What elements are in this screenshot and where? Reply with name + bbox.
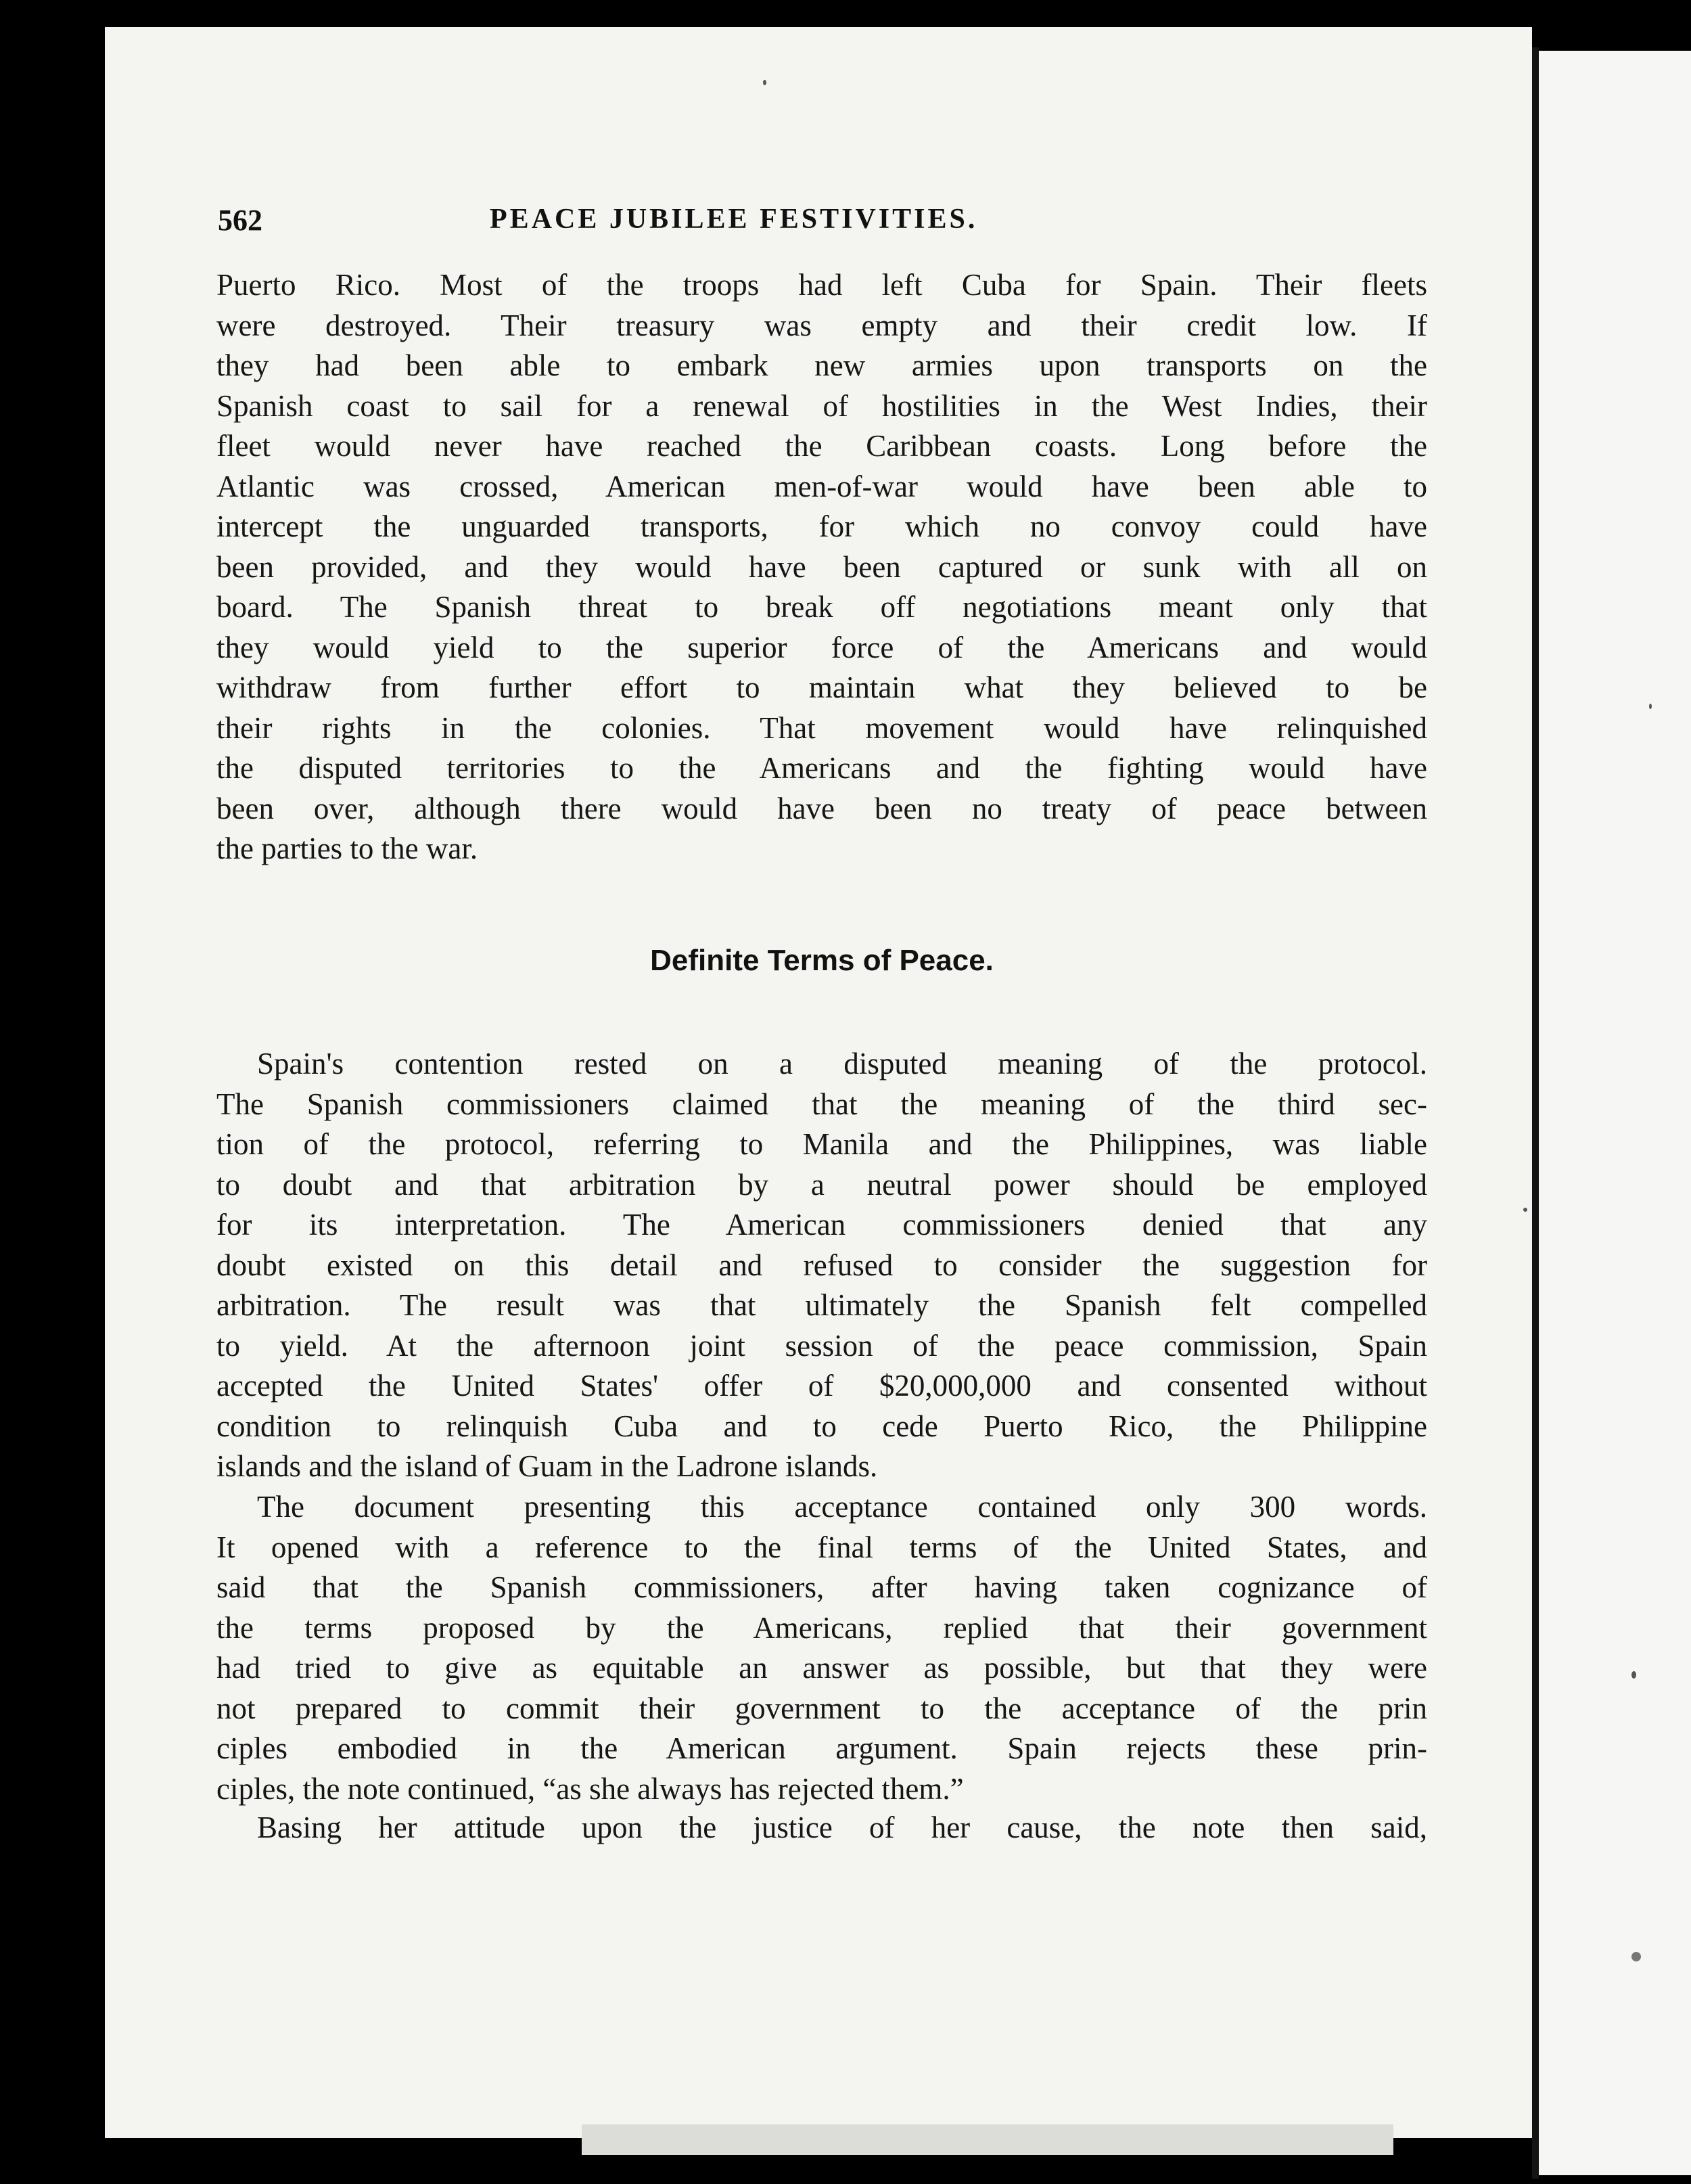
text-line: doubt existed on this detail and refused to consider the suggestion for [216,1248,1427,1282]
text-line: intercept the unguarded transports, for which no convoy could have [216,509,1427,543]
text-line: accepted the United States' offer of $20,000,000 and consented without [216,1369,1427,1403]
running-title: PEACE JUBILEE FESTIVITIES. [490,204,978,235]
text-line: The Spanish commissioners claimed that the meaning of the third sec- [216,1087,1427,1121]
text-line: their rights in the colonies. That movement would have relinquished [216,710,1427,745]
page-number: 562 [218,204,262,237]
text-line: were destroyed. Their treasury was empty and their credit low. If [216,308,1427,342]
page-gutter [1532,47,1539,2179]
paragraph-continuation [216,265,1427,869]
text-line: ciples, the note continued, “as she always has rejected them.” [216,1771,964,1806]
text-line: The document presenting this acceptance contained only 300 words. [257,1490,1427,1524]
section-heading: Definite Terms of Peace. [650,944,994,977]
text-line: Spanish coast to sail for a renewal of hostilities in the West Indies, their [216,388,1427,423]
paragraph [216,1808,1427,1848]
text-line: tion of the protocol, referring to Manila and the Philippines, was liable [216,1127,1427,1161]
text-line: not prepared to commit their government to the acceptance of the prin [216,1691,1427,1725]
text-line: the parties to the war. [216,832,478,865]
text-line: the disputed territories to the Americans and the fighting would have [216,751,1427,785]
text-line: arbitration. The result was that ultimately the Spanish felt compelled [216,1288,1427,1322]
text-line: ciples embodied in the American argument. Spain rejects these prin- [216,1731,1427,1765]
text-line: It opened with a reference to the final terms of the United States, and [216,1530,1427,1564]
facing-page-edge [1539,51,1691,2175]
text-line: been provided, and they would have been captured or sunk with all on [216,549,1427,584]
text-line: Puerto Rico. Most of the troops had left Cuba for Spain. Their fleets [216,268,1427,302]
text-line: for its interpretation. The American commissioners denied that any [216,1208,1427,1242]
text-line: they had been able to embark new armies upon transports on the [216,348,1427,382]
text-line: withdraw from further effort to maintain what they believed to be [216,670,1427,704]
text-line: fleet would never have reached the Caribbean coasts. Long before the [216,429,1427,463]
text-line: islands and the island of Guam in the Ladrone islands. [216,1449,878,1483]
page-bottom-edge [582,2124,1393,2155]
paragraph [216,1487,1427,1809]
text-line: condition to relinquish Cuba and to cede Puerto Rico, the Philippine [216,1409,1427,1443]
text-line: said that the Spanish commissioners, after having taken cognizance of [216,1570,1427,1604]
text-line: the terms proposed by the Americans, replied that their government [216,1610,1427,1645]
text-line: they would yield to the superior force of the Americans and would [216,630,1427,664]
text-line: to yield. At the afternoon joint session of the peace commission, Spain [216,1328,1427,1363]
text-line: Atlantic was crossed, American men-of-war would have been able to [216,469,1427,503]
text-line: board. The Spanish threat to break off negotiations meant only that [216,590,1427,624]
text-line: Spain's contention rested on a disputed meaning of the protocol. [257,1047,1427,1080]
running-header [218,203,1427,244]
paragraph [216,1044,1427,1487]
text-line: Basing her attitude upon the justice of her cause, the note then said, [257,1811,1427,1844]
text-line: had tried to give as equitable an answer as possible, but that they were [216,1651,1427,1685]
text-line: to doubt and that arbitration by a neutral power should be employed [216,1167,1427,1202]
text-line: been over, although there would have been no treaty of peace between [216,791,1427,825]
